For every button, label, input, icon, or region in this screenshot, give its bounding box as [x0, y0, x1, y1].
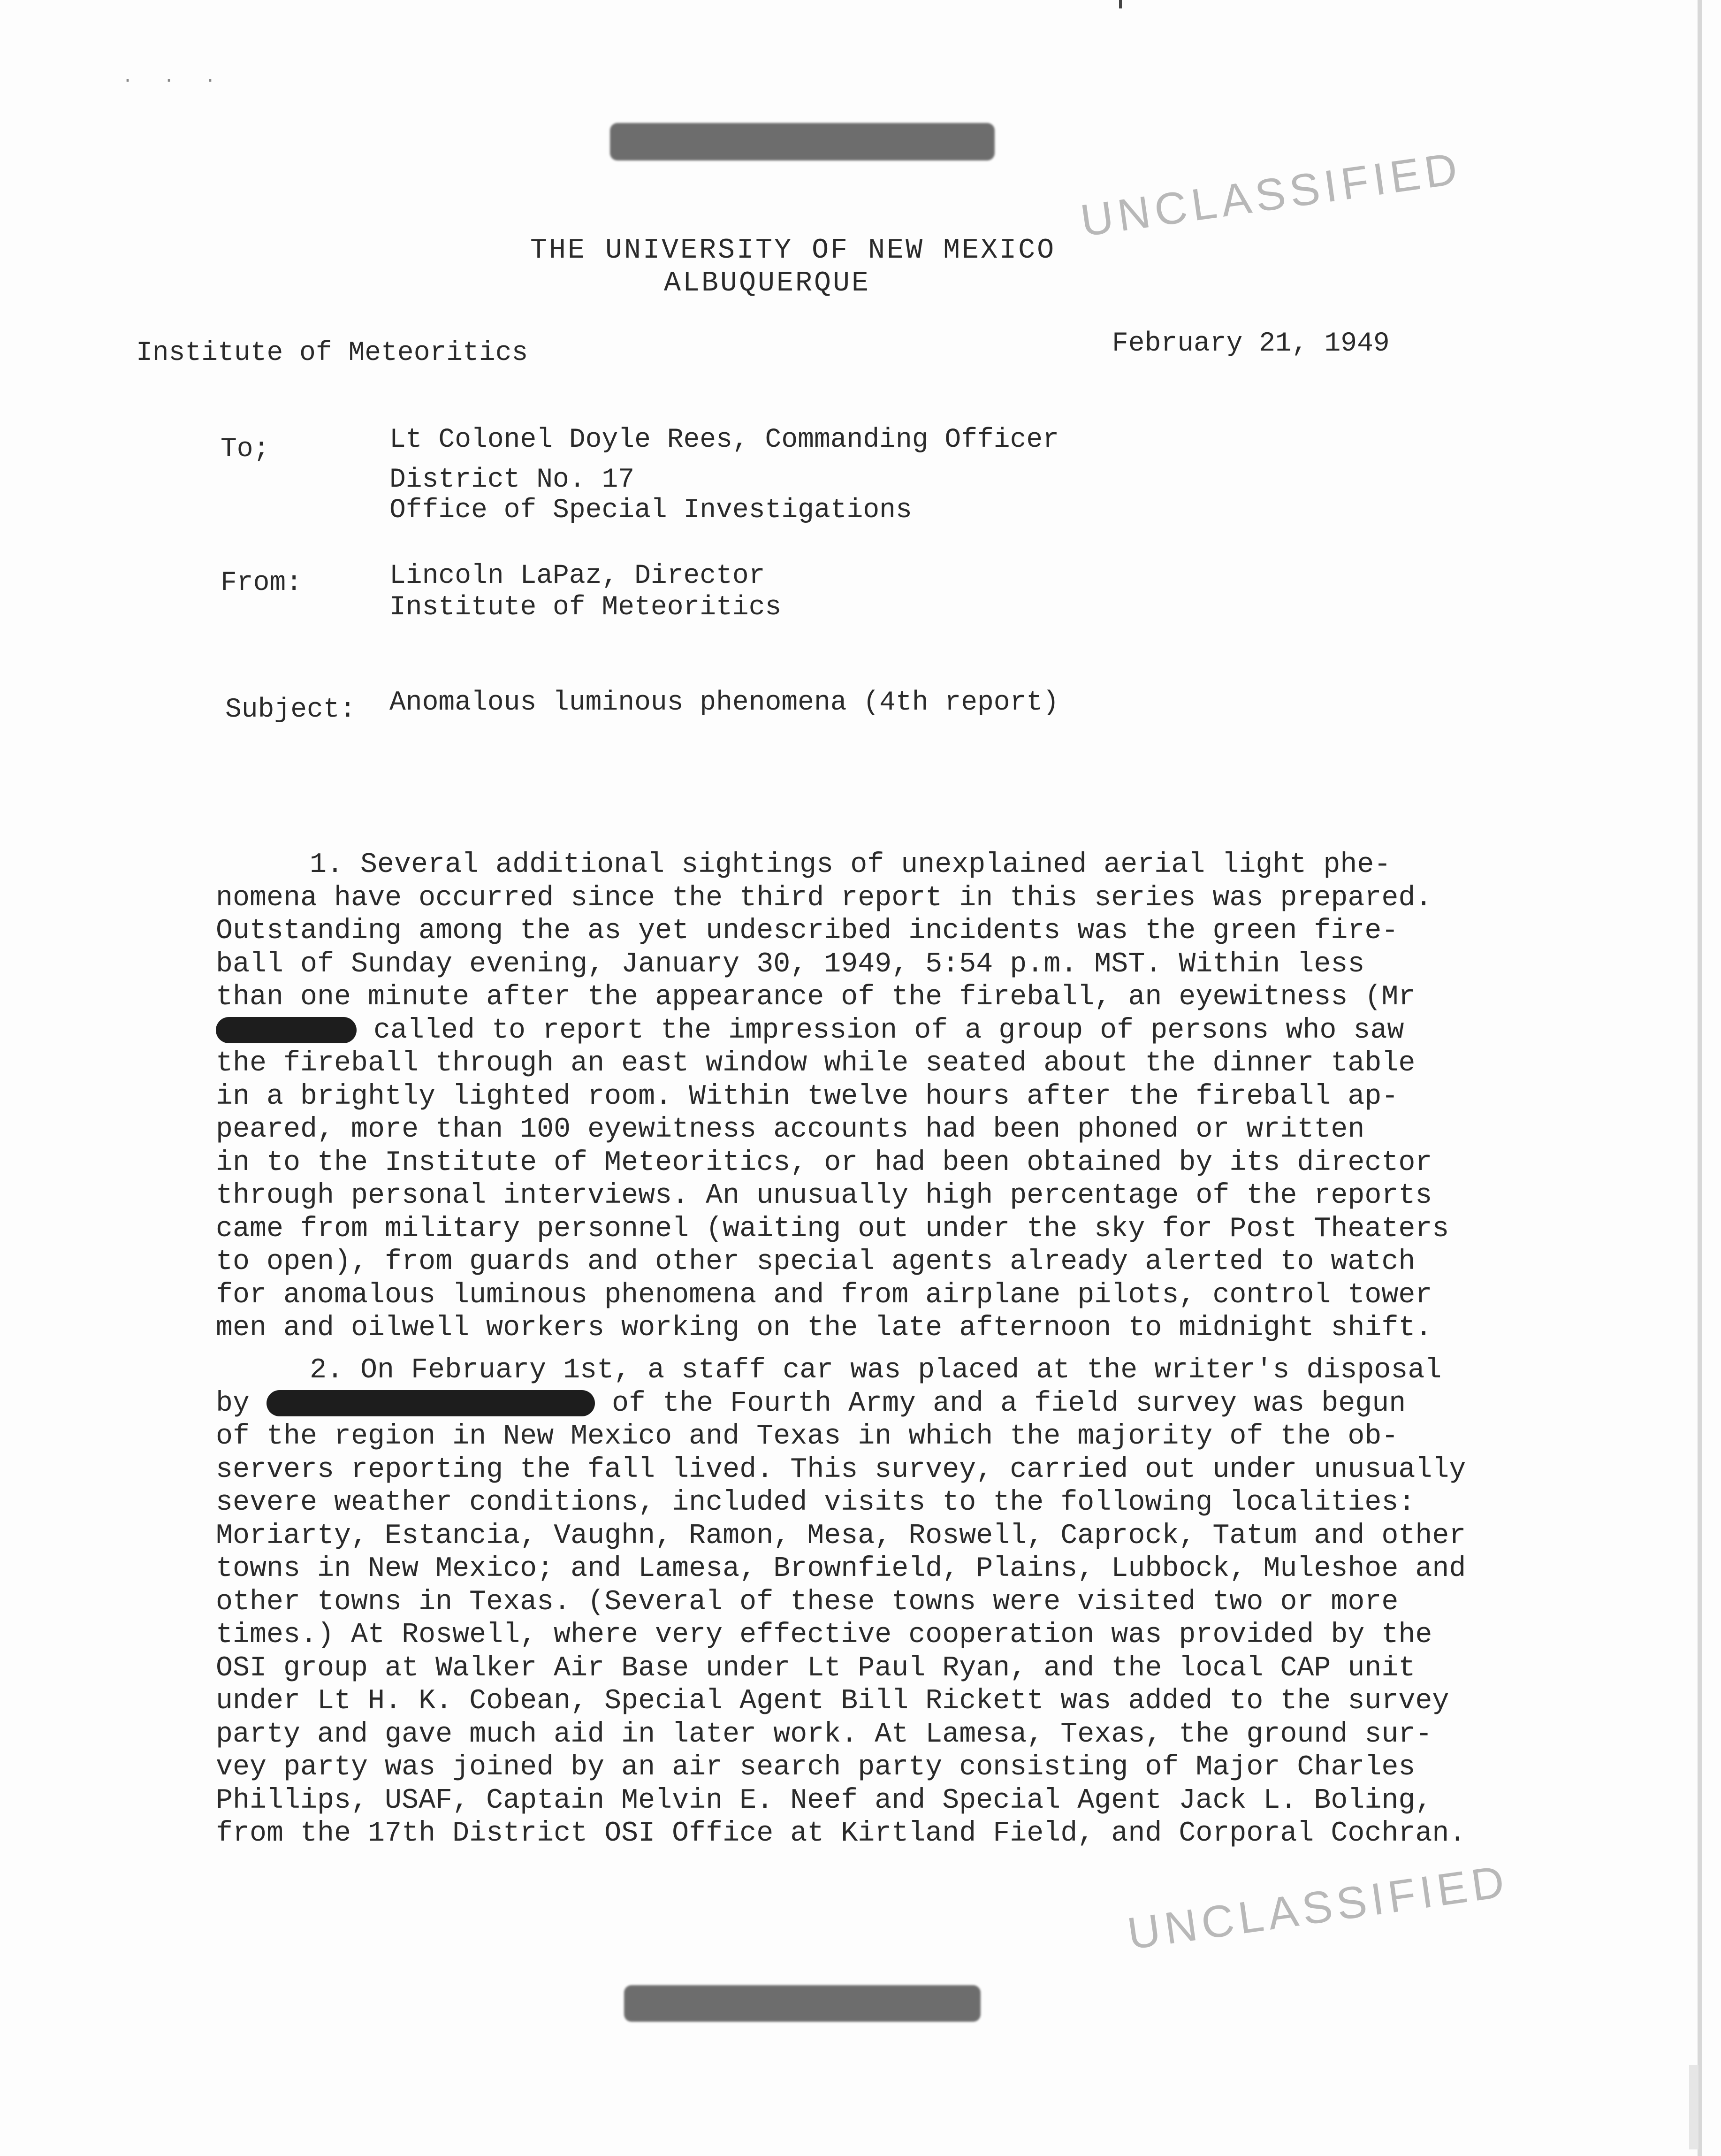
p2-line: 2. On February 1st, a staff car was placed at the writer's disposal [310, 1354, 1442, 1386]
from-line-2: Institute of Meteoritics [389, 592, 782, 623]
letter-date: February 21, 1949 [1112, 329, 1390, 359]
p1-line: in a brightly lighted room. Within twelve hours after the fireball ap- [216, 1080, 1399, 1113]
p2-line: from the 17th District OSI Office at Kirtland Field, and Corporal Cochran. [216, 1818, 1466, 1850]
p2-line: OSI group at Walker Air Base under Lt Paul Ryan, and the local CAP unit [216, 1652, 1416, 1684]
scan-edge [1698, 0, 1702, 2156]
redaction-block [267, 1390, 595, 1416]
p2-line: times.) At Roswell, where very effective cooperation was provided by the [216, 1619, 1432, 1651]
p1-line: men and oilwell workers working on the late afternoon to midnight shift. [216, 1312, 1432, 1344]
p2-line: severe weather conditions, included visits to the following localities: [216, 1487, 1416, 1519]
top-redaction-bar [610, 123, 995, 161]
p1-line-tail: called to report the impression of a group of persons who saw [357, 1014, 1404, 1047]
scan-specks: · · · [122, 70, 226, 92]
p1-line: 1. Several additional sightings of unexplained aerial light phe- [310, 849, 1391, 881]
p1-line: for anomalous luminous phenomena and from airplane pilots, control tower [216, 1279, 1432, 1311]
p1-line: peared, more than 100 eyewitness accounts had been phoned or written [216, 1114, 1365, 1146]
p2-line: vey party was joined by an air search party consisting of Major Charles [216, 1751, 1416, 1783]
p2-line: of the region in New Mexico and Texas in which the majority of the ob- [216, 1421, 1399, 1453]
p1-line: came from military personnel (waiting out under the sky for Post Theaters [216, 1213, 1449, 1245]
p1-line: the fireball through an east window while seated about the dinner table [216, 1047, 1416, 1079]
p2-line-head: by [216, 1387, 250, 1420]
p1-line: ball of Sunday evening, January 30, 1949, 5:54 p.m. MST. Within less [216, 948, 1365, 980]
redaction-block [216, 1017, 357, 1043]
from-label: From: [221, 568, 303, 598]
p2-line: other towns in Texas. (Several of these towns were visited two or more [216, 1586, 1399, 1618]
from-line-1: Lincoln LaPaz, Director [389, 561, 765, 591]
university-name: THE UNIVERSITY OF NEW MEXICO [530, 235, 1056, 267]
p2-line: servers reporting the fall lived. This survey, carried out under unusually [216, 1453, 1466, 1486]
department-name: Institute of Meteoritics [136, 338, 528, 368]
paragraph-1 [216, 849, 1483, 1345]
p1-line: in to the Institute of Meteoritics, or had been obtained by its director [216, 1147, 1432, 1179]
p1-line: than one minute after the appearance of the fireball, an eyewitness (Mr [216, 981, 1416, 1013]
p1-line: to open), from guards and other special agents already alerted to watch [216, 1246, 1416, 1278]
p2-line: Moriarty, Estancia, Vaughn, Ramon, Mesa, Roswell, Caprock, Tatum and other [216, 1520, 1466, 1552]
to-line-3: Office of Special Investigations [389, 495, 912, 526]
paragraph-2 [216, 1354, 1483, 1850]
unclassified-stamp-top: UNCLASSIFIED [1077, 143, 1465, 246]
scan-scratch [1689, 2065, 1698, 2149]
p1-line-redacted [216, 1014, 1483, 1047]
scan-mark [1119, 0, 1122, 8]
university-city: ALBUQUERQUE [664, 268, 871, 299]
p2-line: party and gave much aid in later work. At Lamesa, Texas, the ground sur- [216, 1718, 1432, 1751]
bottom-redaction-bar [624, 1985, 981, 2022]
p2-line: Phillips, USAF, Captain Melvin E. Neef and Special Agent Jack L. Boling, [216, 1784, 1432, 1817]
subject-text: Anomalous luminous phenomena (4th report) [389, 688, 1059, 718]
p2-line-tail: of the Fourth Army and a field survey was begun [595, 1387, 1406, 1420]
p2-line: under Lt H. K. Cobean, Special Agent Bill Rickett was added to the survey [216, 1685, 1449, 1717]
to-label: To; [221, 434, 270, 465]
unclassified-stamp-bottom: UNCLASSIFIED [1124, 1856, 1512, 1959]
subject-label: Subject: [225, 695, 356, 725]
p1-line: nomena have occurred since the third report in this series was prepared. [216, 882, 1432, 914]
p1-line: Outstanding among the as yet undescribed incidents was the green fire- [216, 915, 1399, 947]
p2-line: towns in New Mexico; and Lamesa, Brownfield, Plains, Lubbock, Muleshoe and [216, 1553, 1466, 1585]
to-line-1: Lt Colonel Doyle Rees, Commanding Officer [389, 425, 1059, 455]
p1-line: through personal interviews. An unusually high percentage of the reports [216, 1180, 1432, 1212]
to-line-2: District No. 17 [389, 465, 635, 495]
p2-line-redacted [216, 1387, 1483, 1421]
